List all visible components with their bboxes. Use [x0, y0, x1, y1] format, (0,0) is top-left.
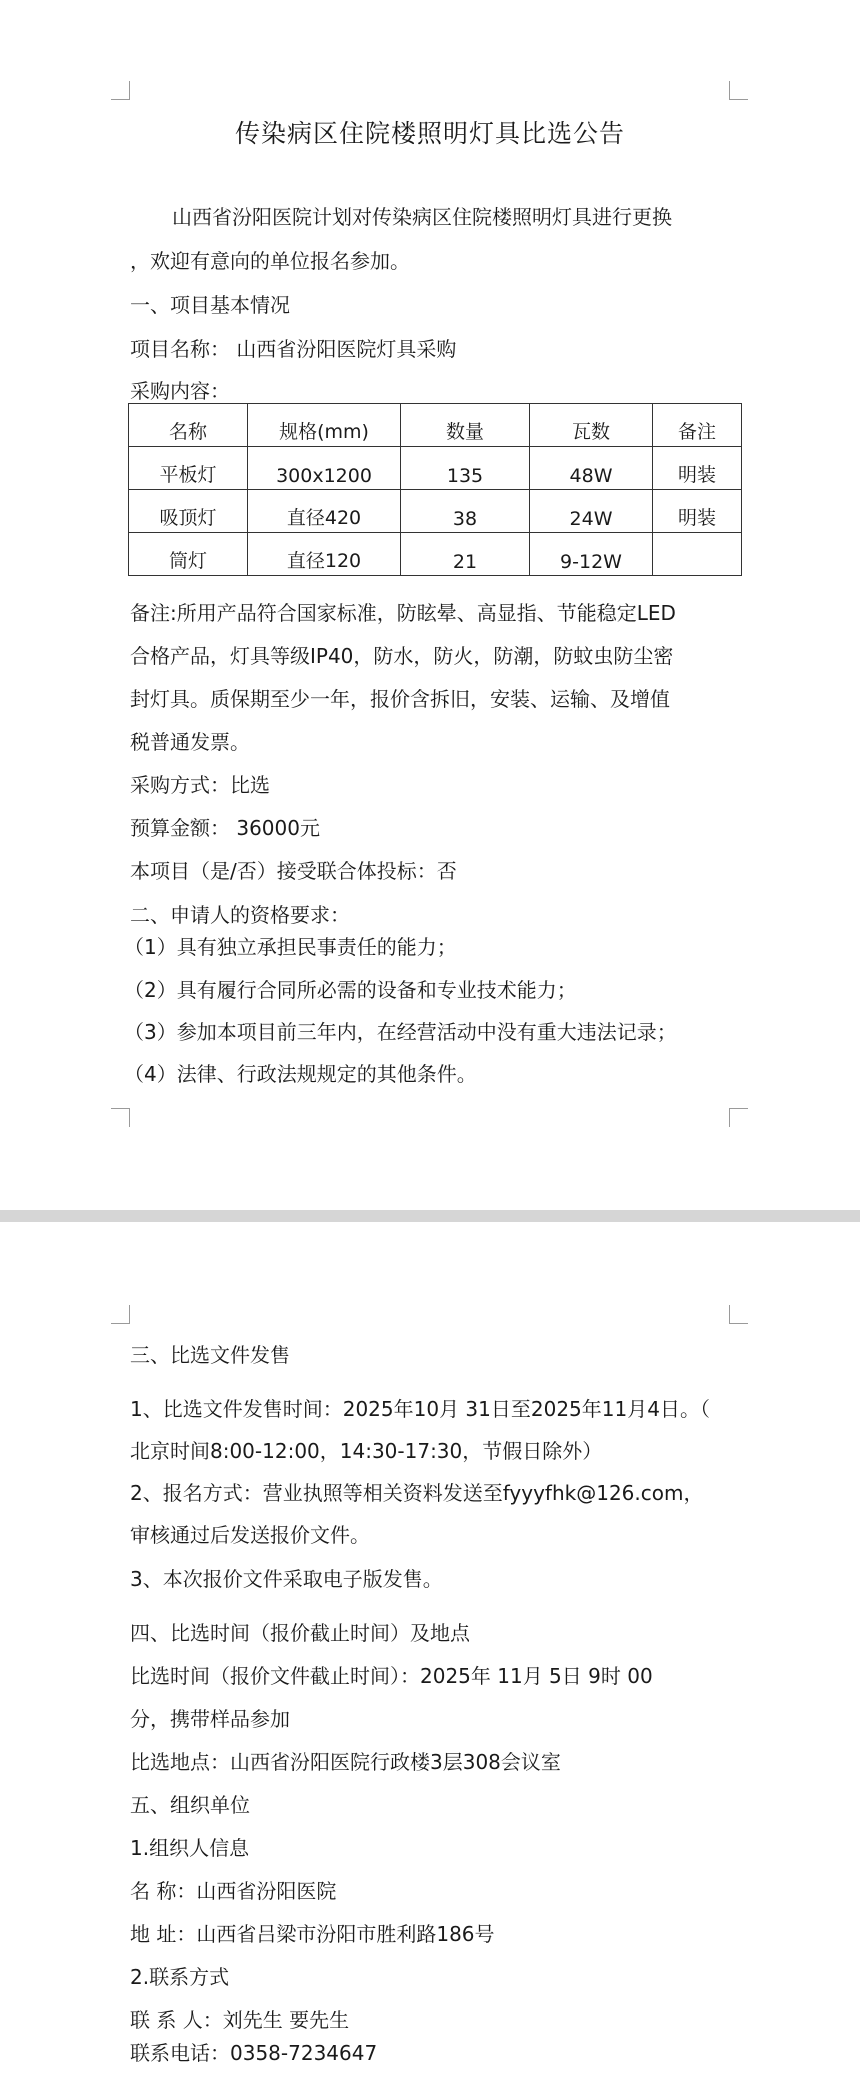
requirement-3: （3）参加本项目前三年内，在经营活动中没有重大违法记录； — [124, 1020, 677, 1044]
table-cell: 直径420 — [248, 490, 401, 533]
document-page-2 — [0, 1222, 860, 2096]
crop-mark-top-right — [729, 81, 748, 100]
budget-amount: 预算金额： 36000元 — [130, 816, 320, 840]
sale-time-line-2: 北京时间8:00-12:00，14:30-17:30，节假日除外） — [130, 1439, 603, 1463]
purchase-content-label: 采购内容： — [130, 379, 230, 403]
consortium-bid-note: 本项目（是/否）接受联合体投标：否 — [130, 859, 457, 883]
table-cell: 21 — [401, 533, 530, 576]
note-line-1: 备注:所用产品符合国家标准，防眩晕、高显指、节能稳定LED — [130, 601, 676, 625]
crop-mark-top-right — [729, 1305, 748, 1324]
table-cell: 明装 — [653, 490, 742, 533]
table-row — [129, 490, 742, 533]
table-header-cell: 数量 — [401, 404, 530, 447]
table-header-cell: 名称 — [129, 404, 248, 447]
purchase-method: 采购方式：比选 — [130, 773, 270, 797]
electronic-sale-note: 3、本次报价文件采取电子版发售。 — [130, 1567, 443, 1591]
section-5-heading: 五、组织单位 — [130, 1793, 250, 1817]
organizer-name: 名 称：山西省汾阳医院 — [130, 1879, 337, 1903]
requirement-2: （2）具有履行合同所必需的设备和专业技术能力； — [124, 978, 577, 1002]
table-cell: 吸顶灯 — [129, 490, 248, 533]
crop-mark-top-left — [111, 81, 130, 100]
crop-mark-top-left — [111, 1305, 130, 1324]
note-line-3: 封灯具。质保期至少一年，报价含拆旧，安装、运输、及增值 — [130, 687, 670, 711]
note-line-4: 税普通发票。 — [130, 730, 250, 754]
organizer-address: 地 址：山西省吕梁市汾阳市胜利路186号 — [130, 1922, 495, 1946]
table-row — [129, 447, 742, 490]
requirement-4: （4）法律、行政法规规定的其他条件。 — [124, 1062, 477, 1086]
contact-phone: 联系电话：0358-7234647 — [130, 2041, 378, 2065]
table-header-row — [129, 404, 742, 447]
organizer-info-heading: 1.组织人信息 — [130, 1836, 250, 1860]
table-cell: 300x1200 — [248, 447, 401, 490]
table-row — [129, 533, 742, 576]
sale-time-line-1: 1、比选文件发售时间：2025年10月 31日至2025年11月4日。（ — [130, 1397, 710, 1421]
registration-method-line-1: 2、报名方式：营业执照等相关资料发送至fyyyfhk@126.com， — [130, 1481, 704, 1505]
bid-location: 比选地点：山西省汾阳医院行政楼3层308会议室 — [130, 1750, 561, 1774]
requirement-1: （1）具有独立承担民事责任的能力； — [124, 935, 457, 959]
section-3-heading: 三、比选文件发售 — [130, 1343, 290, 1367]
project-name: 项目名称： 山西省汾阳医院灯具采购 — [130, 337, 457, 361]
section-1-heading: 一、项目基本情况 — [130, 293, 290, 317]
intro-paragraph-line-1: 山西省汾阳医院计划对传染病区住院楼照明灯具进行更换 — [172, 205, 672, 229]
contact-person: 联 系 人：刘先生 要先生 — [130, 2008, 350, 2032]
table-cell: 9-12W — [530, 533, 653, 576]
table-cell: 筒灯 — [129, 533, 248, 576]
note-line-2: 合格产品，灯具等级IP40，防水，防火，防潮，防蚊虫防尘密 — [130, 644, 674, 668]
bid-time-line-2: 分，携带样品参加 — [130, 1707, 290, 1731]
table-cell — [653, 533, 742, 576]
table-cell: 48W — [530, 447, 653, 490]
table-cell: 直径120 — [248, 533, 401, 576]
table-header-cell: 备注 — [653, 404, 742, 447]
bid-time-line-1: 比选时间（报价文件截止时间）：2025年 11月 5日 9时 00 — [130, 1664, 653, 1688]
table-cell: 平板灯 — [129, 447, 248, 490]
page-separator — [0, 1210, 860, 1222]
section-2-heading: 二、申请人的资格要求： — [130, 903, 350, 927]
contact-heading: 2.联系方式 — [130, 1965, 230, 1989]
table-header-cell: 瓦数 — [530, 404, 653, 447]
crop-mark-bottom-left — [111, 1108, 130, 1127]
table-cell: 明装 — [653, 447, 742, 490]
page-title: 传染病区住院楼照明灯具比选公告 — [234, 119, 625, 148]
purchase-items-table — [128, 403, 742, 576]
section-4-heading: 四、比选时间（报价截止时间）及地点 — [130, 1621, 470, 1645]
table-header-cell: 规格(mm) — [248, 404, 401, 447]
table-cell: 135 — [401, 447, 530, 490]
registration-method-line-2: 审核通过后发送报价文件。 — [130, 1523, 370, 1547]
table-cell: 24W — [530, 490, 653, 533]
table-cell: 38 — [401, 490, 530, 533]
intro-paragraph-line-2: ，欢迎有意向的单位报名参加。 — [130, 249, 410, 273]
crop-mark-bottom-right — [729, 1108, 748, 1127]
